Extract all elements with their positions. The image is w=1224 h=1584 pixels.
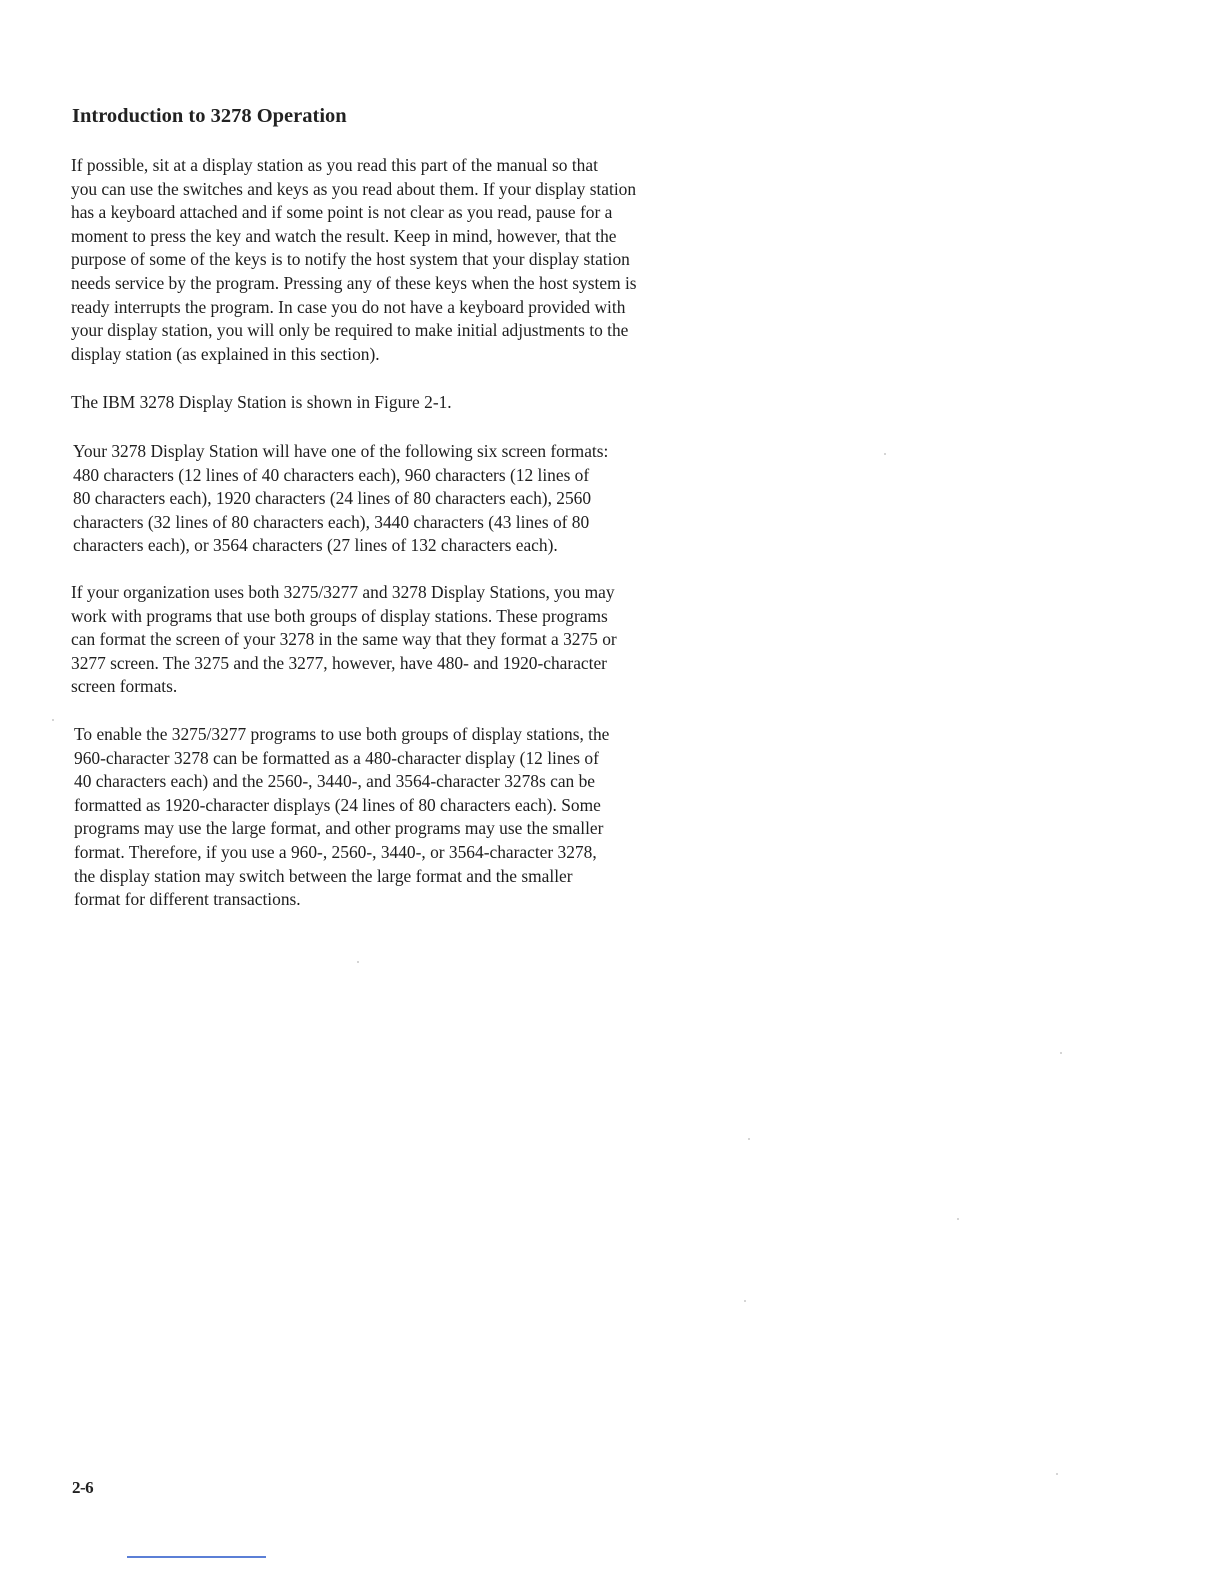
scan-speck [957, 1218, 959, 1220]
scan-speck [1060, 1052, 1062, 1054]
text-line: 80 characters each), 1920 characters (24 lines of 80 characters each), 2560 [73, 488, 592, 509]
text-line: Your 3278 Display Station will have one of the following six screen formats: [73, 441, 609, 461]
text-line: 480 characters (12 lines of 40 characters each), 960 characters (12 lines of [73, 464, 590, 485]
text-line: needs service by the program. Pressing any of these keys when the host system is [71, 272, 637, 293]
text-line: purpose of some of the keys is to notify the host system that your display station [71, 249, 630, 270]
scan-speck [357, 961, 359, 963]
text-line: screen formats. [71, 676, 178, 697]
text-line: can format the screen of your 3278 in the same way that they format a 3275 or [71, 629, 617, 650]
scan-speck [744, 1300, 746, 1302]
text-line: display station (as explained in this section). [71, 343, 380, 364]
text-line: format for different transactions. [74, 889, 301, 910]
text-line: 3277 screen. The 3275 and the 3277, however, have 480- and 1920-character [71, 652, 607, 673]
paragraph-screen-formats [73, 440, 608, 558]
text-line: work with programs that use both groups of display stations. These programs [71, 605, 608, 626]
text-line: ready interrupts the program. In case you do not have a keyboard provided with [71, 296, 626, 317]
paragraph-figure-reference [71, 391, 452, 415]
text-line: If possible, sit at a display station as you read this part of the manual so that [71, 155, 598, 175]
text-line: characters (32 lines of 80 characters each), 3440 characters (43 lines of 80 [73, 511, 590, 532]
text-line: you can use the switches and keys as you read about them. If your display station [71, 178, 637, 199]
text-line: 960-character 3278 can be formatted as a 480-character display (12 lines of [74, 747, 599, 768]
scan-speck [1056, 1473, 1058, 1475]
text-line: To enable the 3275/3277 programs to use both groups of display stations, the [74, 724, 610, 744]
text-line: The IBM 3278 Display Station is shown in Figure 2-1. [71, 392, 452, 412]
paragraph-compatibility [71, 581, 617, 699]
text-line: formatted as 1920-character displays (24 lines of 80 characters each). Some [74, 794, 601, 815]
paragraph-intro [71, 154, 637, 366]
text-line: format. Therefore, if you use a 960-, 2560-, 3440-, or 3564-character 3278, [74, 841, 597, 862]
text-line: has a keyboard attached and if some point is not clear as you read, pause for a [71, 202, 613, 223]
scan-speck [748, 1138, 750, 1140]
bottom-rule [127, 1556, 266, 1558]
text-line: 40 characters each) and the 2560-, 3440-, and 3564-character 3278s can be [74, 771, 596, 792]
page-number: 2-6 [72, 1478, 94, 1497]
text-line: moment to press the key and watch the result. Keep in mind, however, that the [71, 225, 617, 246]
text-line: If your organization uses both 3275/3277 and 3278 Display Stations, you may [71, 582, 615, 602]
text-line: your display station, you will only be required to make initial adjustments to the [71, 320, 629, 341]
scan-speck [884, 453, 886, 455]
text-line: characters each), or 3564 characters (27 lines of 132 characters each). [73, 535, 558, 556]
scan-speck [52, 719, 54, 721]
paragraph-format-switching [74, 723, 609, 912]
text-line: programs may use the large format, and other programs may use the smaller [74, 818, 604, 839]
section-heading: Introduction to 3278 Operation [72, 105, 347, 127]
text-line: the display station may switch between the large format and the smaller [74, 865, 573, 886]
